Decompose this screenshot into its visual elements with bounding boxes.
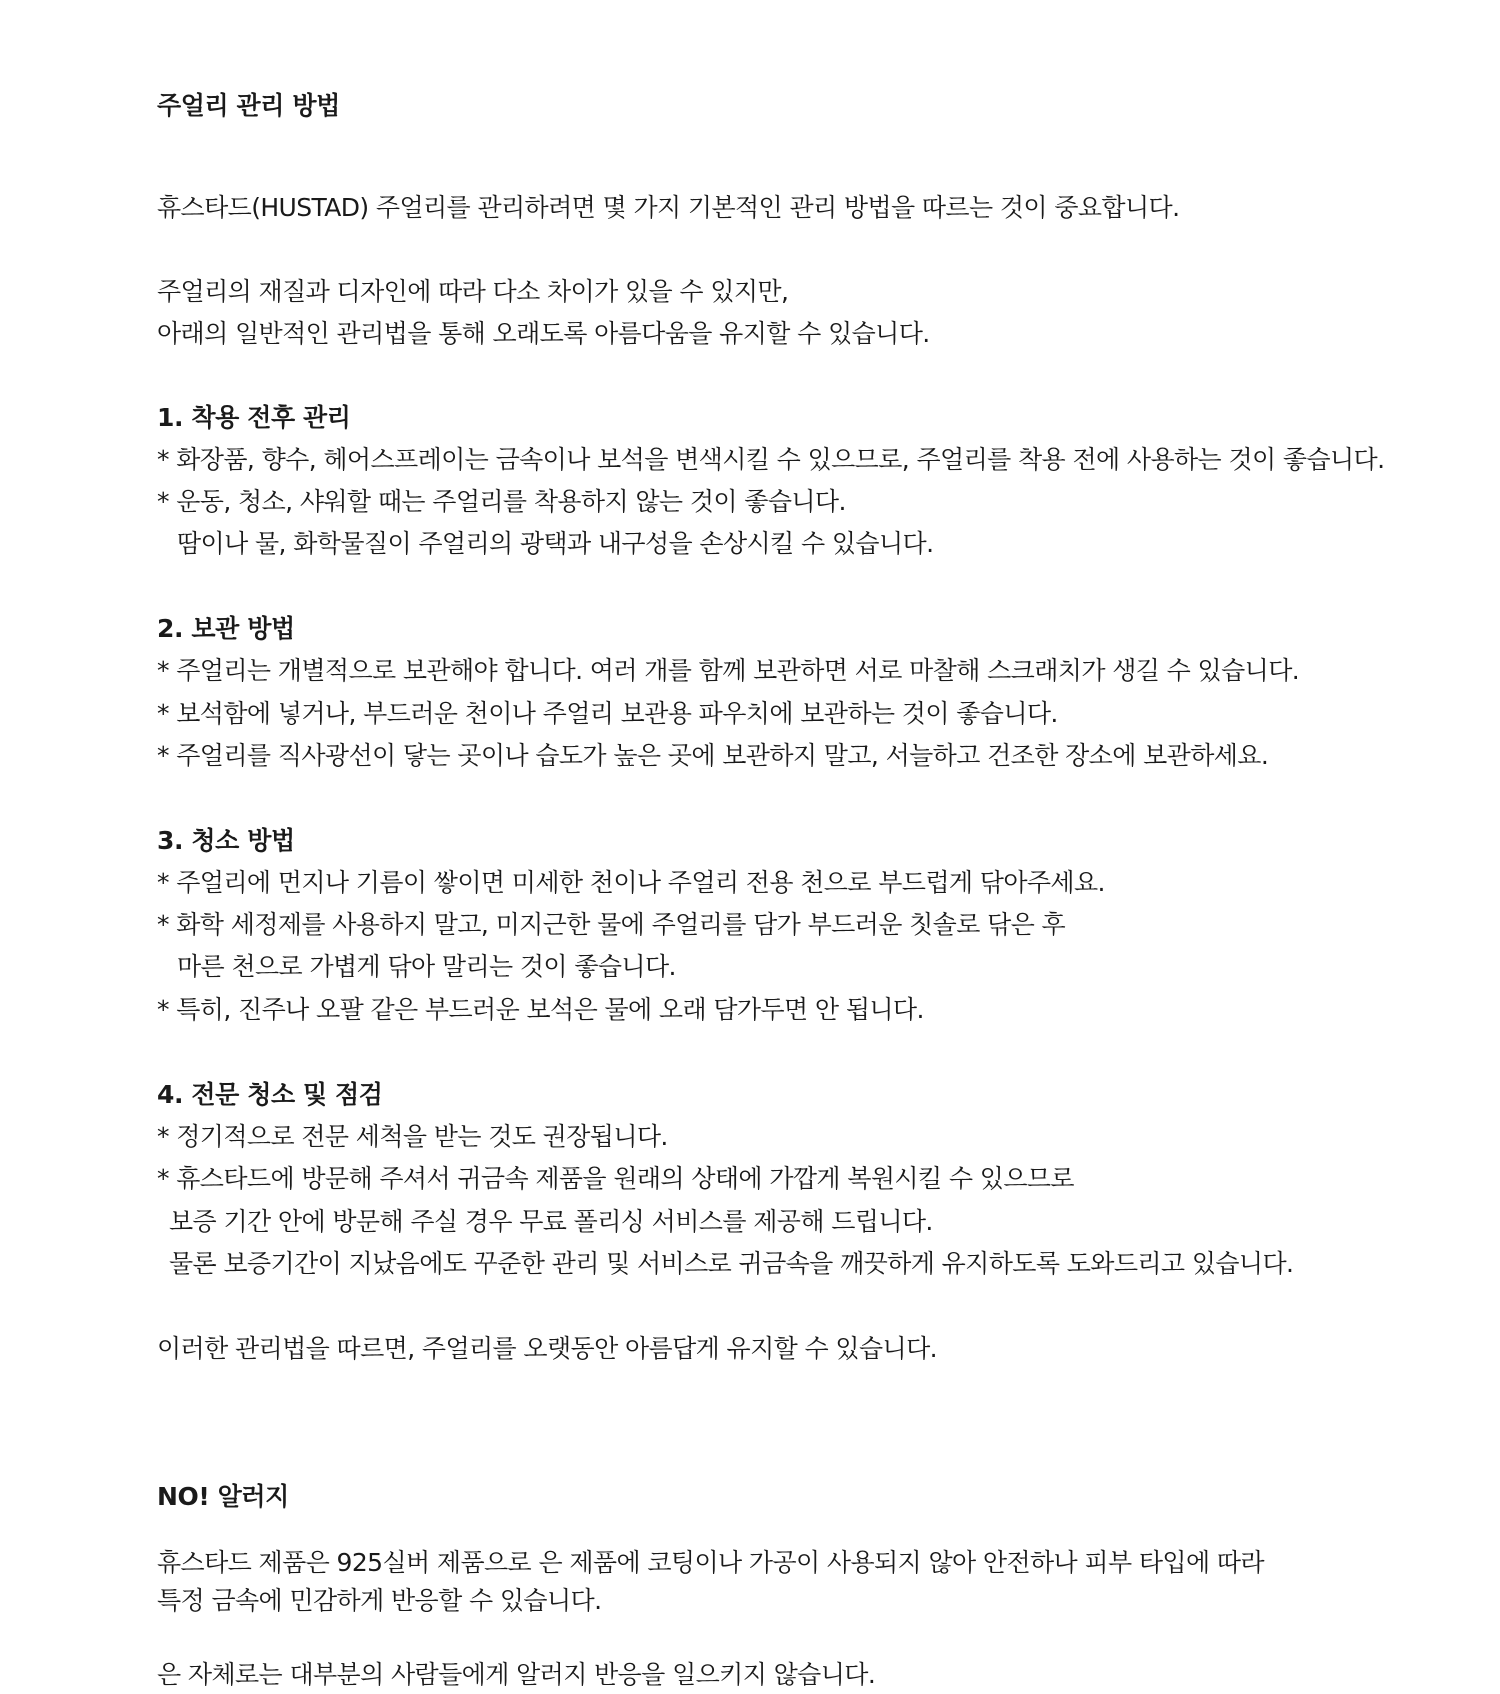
section-2-line-2: * 보석함에 넣거나, 부드러운 천이나 주얼리 보관용 파우치에 보관하는 것이 좋습니다. <box>157 699 1058 728</box>
section-1-line-2: * 운동, 청소, 샤워할 때는 주얼리를 착용하지 않는 것이 좋습니다. <box>157 487 846 516</box>
section-4-line-4: 물론 보증기간이 지났음에도 꾸준한 관리 및 서비스로 귀금속을 깨끗하게 유지하도록 도와드리고 있습니다. <box>169 1249 1294 1278</box>
section-1-line-3: 땀이나 물, 화학물질이 주얼리의 광택과 내구성을 손상시킬 수 있습니다. <box>177 529 934 558</box>
section-2-line-1: * 주얼리는 개별적으로 보관해야 합니다. 여러 개를 함께 보관하면 서로 마찰해 스크래치가 생길 수 있습니다. <box>157 656 1300 685</box>
intro-paragraph-2-line-1: 주얼리의 재질과 디자인에 따라 다소 차이가 있을 수 있지만, <box>157 277 789 306</box>
section-3-line-2: * 화학 세정제를 사용하지 말고, 미지근한 물에 주얼리를 담가 부드러운 칫솔로 닦은 후 <box>157 910 1066 939</box>
page-title: 주얼리 관리 방법 <box>157 91 340 120</box>
section-3-heading: 3. 청소 방법 <box>157 826 295 855</box>
intro-paragraph-2-line-2: 아래의 일반적인 관리법을 통해 오래도록 아름다움을 유지할 수 있습니다. <box>157 319 930 348</box>
section-3-line-4: * 특히, 진주나 오팔 같은 부드러운 보석은 물에 오래 담가두면 안 됩니다. <box>157 995 924 1024</box>
section-2-line-3: * 주얼리를 직사광선이 닿는 곳이나 습도가 높은 곳에 보관하지 말고, 서늘하고 건조한 장소에 보관하세요. <box>157 741 1269 770</box>
section-3-line-1: * 주얼리에 먼지나 기름이 쌓이면 미세한 천이나 주얼리 전용 천으로 부드럽게 닦아주세요. <box>157 868 1105 897</box>
section-2-heading: 2. 보관 방법 <box>157 614 295 643</box>
intro-paragraph-1: 휴스타드(HUSTAD) 주얼리를 관리하려면 몇 가지 기본적인 관리 방법을 따르는 것이 중요합니다. <box>157 193 1180 222</box>
section-4-line-2: * 휴스타드에 방문해 주셔서 귀금속 제품을 원래의 상태에 가깝게 복원시킬 수 있으므로 <box>157 1164 1074 1193</box>
section-4-line-1: * 정기적으로 전문 세척을 받는 것도 권장됩니다. <box>157 1122 668 1151</box>
allergy-paragraph-2: 은 자체로는 대부분의 사람들에게 알러지 반응을 일으키지 않습니다. <box>157 1660 876 1689</box>
section-1-line-1: * 화장품, 향수, 헤어스프레이는 금속이나 보석을 변색시킬 수 있으므로, 주얼리를 착용 전에 사용하는 것이 좋습니다. <box>157 445 1385 474</box>
allergy-heading: NO! 알러지 <box>157 1482 289 1511</box>
section-3-line-3: 마른 천으로 가볍게 닦아 말리는 것이 좋습니다. <box>177 952 676 981</box>
allergy-paragraph-1-line-2: 특정 금속에 민감하게 반응할 수 있습니다. <box>157 1586 602 1615</box>
section-4-line-3: 보증 기간 안에 방문해 주실 경우 무료 폴리싱 서비스를 제공해 드립니다. <box>169 1207 933 1236</box>
allergy-paragraph-1-line-1: 휴스타드 제품은 925실버 제품으로 은 제품에 코팅이나 가공이 사용되지 않아 안전하나 피부 타입에 따라 <box>157 1548 1264 1577</box>
section-1-heading: 1. 착용 전후 관리 <box>157 403 351 432</box>
section-4-heading: 4. 전문 청소 및 점검 <box>157 1080 383 1109</box>
closing-paragraph: 이러한 관리법을 따르면, 주얼리를 오랫동안 아름답게 유지할 수 있습니다. <box>157 1334 937 1363</box>
